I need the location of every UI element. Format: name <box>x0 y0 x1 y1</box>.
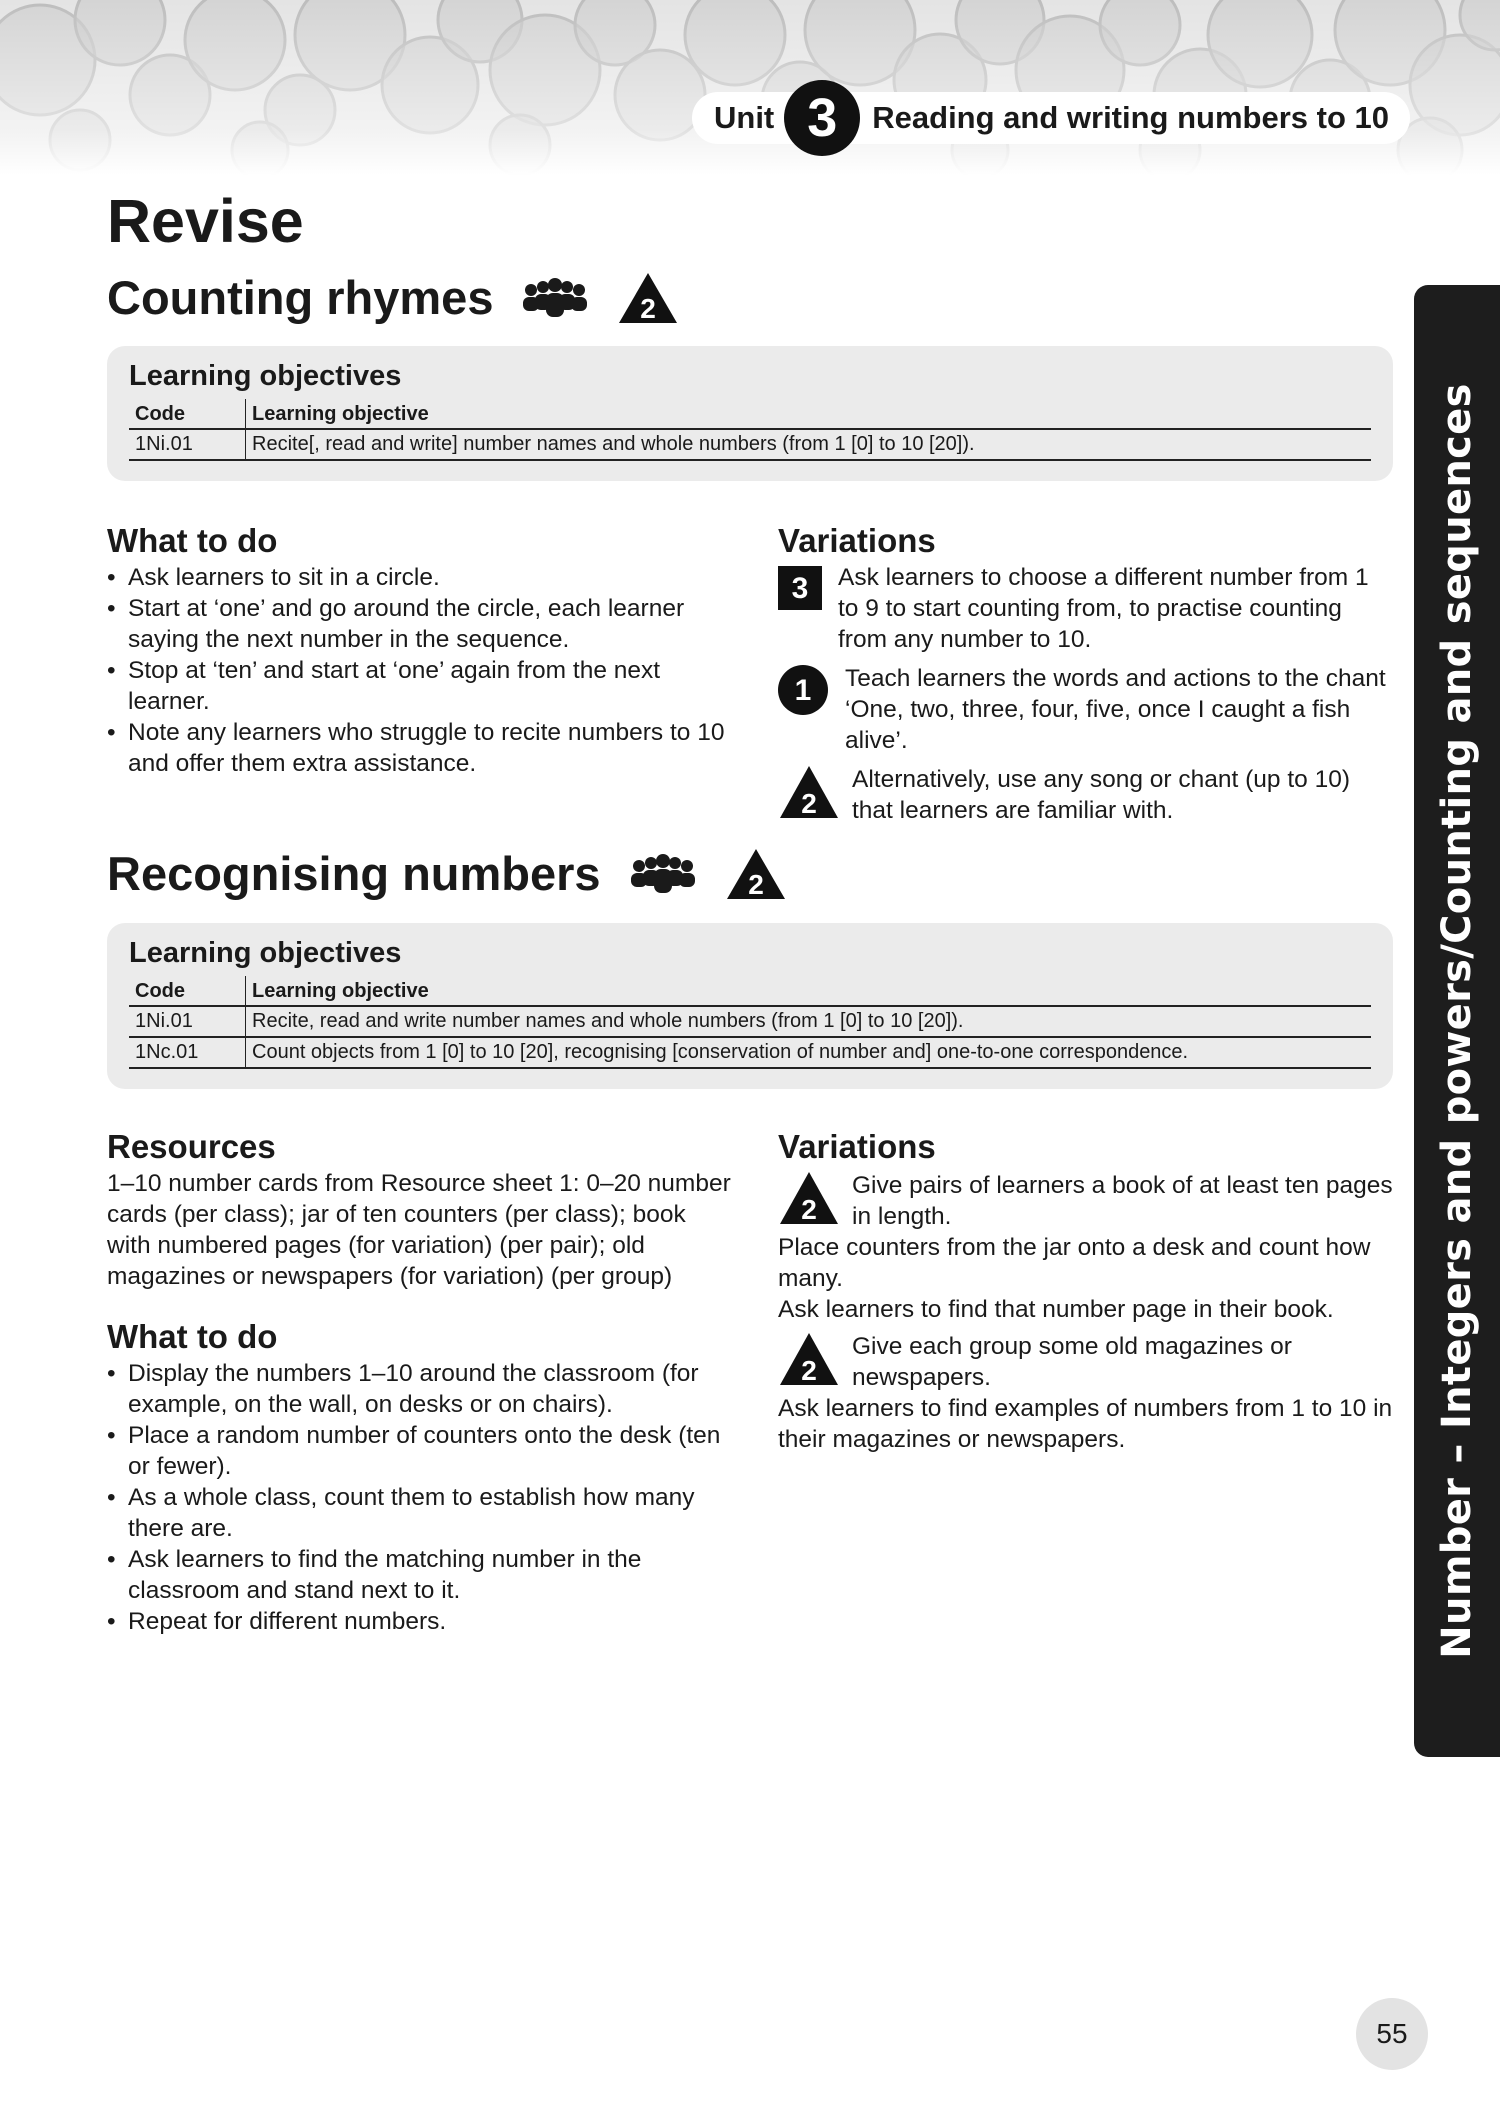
table-row <box>129 429 1371 460</box>
list-item: • Display the numbers 1–10 around the classroom (for example, on the wall, on desks or on chairs). <box>107 1358 732 1420</box>
list-item: • As a whole class, count them to establish how many there are. <box>107 1482 732 1544</box>
side-tab <box>1414 285 1500 1757</box>
objective-text: Recite[, read and write] number names and whole numbers (from 1 [0] to 10 [20]). <box>246 429 1372 460</box>
column-header-objective: Learning objective <box>246 399 1372 429</box>
list-item: • Place a random number of counters onto the desk (ten or fewer). <box>107 1420 732 1482</box>
column-header-code: Code <box>129 399 246 429</box>
variation-follow-text: Place counters from the jar onto a desk and count how many. <box>778 1234 1371 1292</box>
learning-objectives-heading: Learning objectives <box>129 937 402 969</box>
list-item: • Start at ‘one’ and go around the circle, each learner saying the next number in the sequence. <box>107 593 732 655</box>
variations-heading: Variations <box>778 1128 936 1165</box>
what-to-do-list <box>107 1358 732 1637</box>
triangle-number: 2 <box>801 1355 817 1386</box>
variations-section <box>778 522 1393 826</box>
objectives-table <box>129 976 1371 1069</box>
page-number: 55 <box>1356 1998 1428 2070</box>
unit-header <box>692 88 1410 148</box>
table-row <box>129 1006 1371 1037</box>
list-item: • Ask learners to sit in a circle. <box>107 562 732 593</box>
objective-text: Recite, read and write number names and whole numbers (from 1 [0] to 10 [20]). <box>246 1006 1372 1037</box>
triangle-level-2-icon <box>778 764 840 820</box>
table-row <box>129 1037 1371 1068</box>
whole-class-icon <box>519 278 591 318</box>
triangle-number: 2 <box>801 1194 817 1225</box>
side-tab-label: Number – Integers and powers/Counting and sequences <box>1434 383 1480 1659</box>
section-title-text: Recognising numbers <box>107 847 601 900</box>
variation-text: Ask learners to choose a different number from 1 to 9 to start counting from, to practise counting from any number to 10. <box>838 564 1369 653</box>
unit-number-badge: 3 <box>784 80 860 156</box>
resources-heading: Resources <box>107 1128 276 1165</box>
unit-label: Unit <box>714 100 775 135</box>
learning-objectives-box <box>107 346 1393 481</box>
variation-item <box>778 1331 1393 1393</box>
variation-text: Give each group some old magazines or newspapers. <box>852 1333 1292 1391</box>
list-item: • Repeat for different numbers. <box>107 1606 732 1637</box>
objective-code: 1Ni.01 <box>129 1006 246 1037</box>
variation-item <box>778 562 1393 655</box>
variation-text: Give pairs of learners a book of at least ten pages in length. <box>852 1172 1393 1230</box>
learning-objectives-box <box>107 923 1393 1089</box>
variation-item <box>778 1170 1393 1232</box>
objective-code: 1Ni.01 <box>129 429 246 460</box>
variations-section <box>778 1128 1393 1455</box>
section-title-recognising-numbers <box>107 846 787 901</box>
objectives-table <box>129 399 1371 461</box>
section-title-text: Counting rhymes <box>107 271 494 324</box>
triangle-level-2-icon <box>778 1331 840 1387</box>
triangle-level-2-icon <box>778 1170 840 1226</box>
variation-text: Alternatively, use any song or chant (up to 10) that learners are familiar with. <box>852 766 1350 824</box>
list-item: • Note any learners who struggle to recite numbers to 10 and offer them extra assistance. <box>107 717 732 779</box>
section-title-counting-rhymes <box>107 270 679 325</box>
triangle-level-2-icon <box>617 271 679 325</box>
objective-code: 1Nc.01 <box>129 1037 246 1068</box>
unit-title: Reading and writing numbers to 10 <box>872 100 1389 135</box>
what-to-do-section <box>107 522 732 779</box>
triangle-number: 2 <box>801 788 817 819</box>
what-to-do-heading: What to do <box>107 522 278 559</box>
variations-heading: Variations <box>778 522 936 559</box>
what-to-do-heading: What to do <box>107 1318 278 1355</box>
column-header-code: Code <box>129 976 246 1006</box>
variation-follow-text: Ask learners to find that number page in their book. <box>778 1296 1334 1323</box>
resources-section <box>107 1128 732 1637</box>
svg-text:2: 2 <box>747 868 764 900</box>
triangle-level-2-icon <box>725 847 787 901</box>
learning-objectives-heading: Learning objectives <box>129 360 402 392</box>
column-header-objective: Learning objective <box>246 976 1372 1006</box>
circle-level-1-icon: 1 <box>778 665 828 715</box>
whole-class-icon <box>627 854 699 894</box>
what-to-do-list <box>107 562 732 779</box>
variation-follow-text: Ask learners to find examples of numbers from 1 to 10 in their magazines or newspapers. <box>778 1395 1393 1453</box>
variation-item <box>778 764 1393 826</box>
svg-text:2: 2 <box>640 292 657 324</box>
resources-text: 1–10 number cards from Resource sheet 1: 0–20 number cards (per class); jar of ten counters (per class); book with numbered pages (for variation) (per pair); old magazines or newspapers (for variation) (per group) <box>107 1170 731 1290</box>
list-item: • Ask learners to find the matching number in the classroom and stand next to it. <box>107 1544 732 1606</box>
variation-item <box>778 663 1393 756</box>
header-bubble-pattern <box>0 0 1500 175</box>
objective-text: Count objects from 1 [0] to 10 [20], recognising [conservation of number and] one-to-one correspondence. <box>246 1037 1372 1068</box>
list-item: • Stop at ‘ten’ and start at ‘one’ again from the next learner. <box>107 655 732 717</box>
page-title: Revise <box>107 187 304 255</box>
square-level-3-icon: 3 <box>778 566 822 610</box>
variation-text: Teach learners the words and actions to the chant ‘One, two, three, four, five, once I caught a fish alive’. <box>845 665 1386 754</box>
